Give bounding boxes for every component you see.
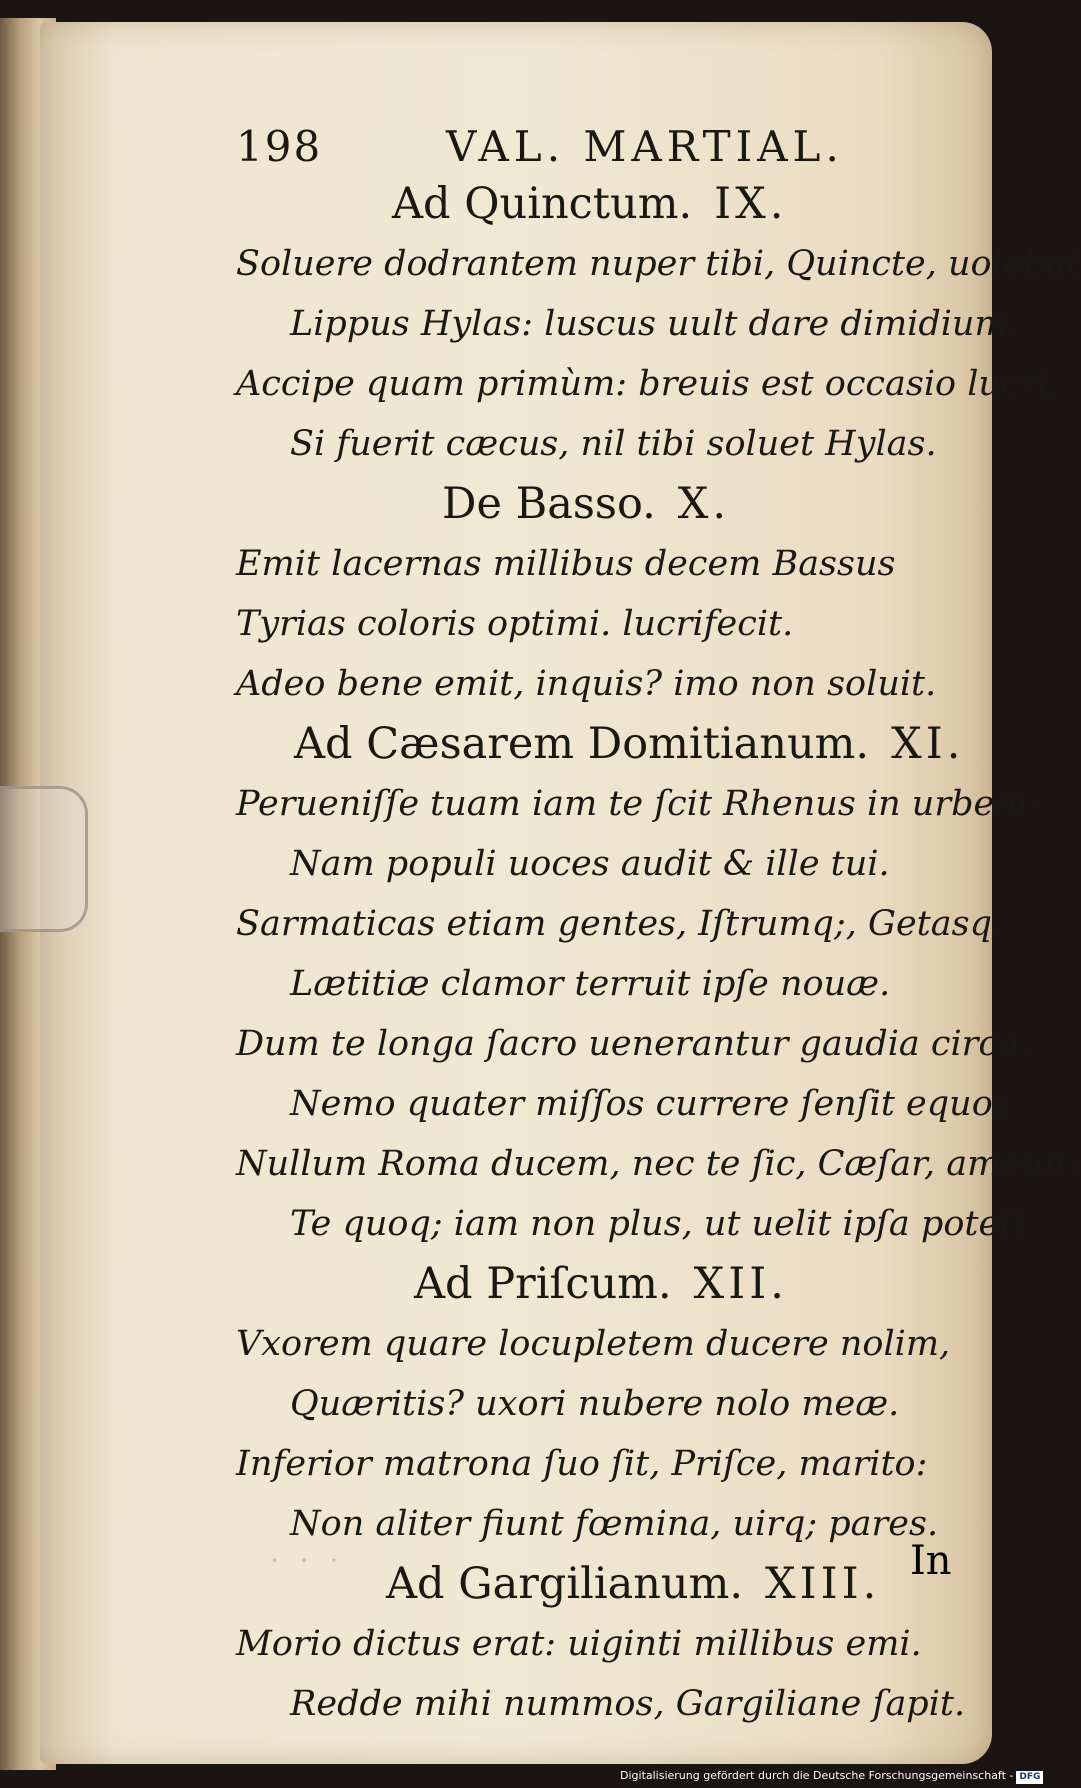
poem-numeral: XII. [693,1259,788,1309]
poem-numeral: IX. [714,179,788,229]
verse-line: Non aliter fiunt fœmina, uirq; pares. [290,1504,939,1544]
poem-title [386,1558,880,1610]
catchword: In [910,1538,952,1584]
verse-line: Nullum Roma ducem, nec te ſic, Cæſar, amauit: [236,1144,1081,1184]
verse-line: Adeo bene emit, inquis? imo non soluit. [236,664,937,704]
verse-line: Quæritis? uxori nubere nolo meæ. [290,1384,900,1424]
verse-line: Perueniſſe tuam iam te ſcit Rhenus in urbem: [236,784,1040,824]
verse-line: Lætitiæ clamor terruit ipſe nouæ. [290,964,891,1004]
dfg-logo: DFG [1016,1771,1043,1784]
poem-title [392,178,787,230]
poem-title [294,718,964,770]
verse-line: Dum te longa ſacro uenerantur gaudia circo, [236,1024,1031,1064]
verse-line: Tyrias coloris optimi. lucrifecit. [236,604,794,644]
verse-line: Inferior matrona ſuo ſit, Priſce, marito: [236,1444,928,1484]
poem-numeral: XIII. [765,1559,881,1609]
verse-line: Sarmaticas etiam gentes, Iſtrumq;, Getasq; [236,904,1004,944]
page-text [40,22,1081,1764]
page-header [236,122,912,172]
digitization-credit [620,1766,1041,1786]
verse-line: Vxorem quare locupletem ducere nolim, [236,1324,951,1364]
verse-line: Accipe quam primùm: breuis est occasio lucri. [236,364,1060,404]
page-clip [0,786,88,932]
verse-line: Nemo quater miſſos currere ſenſit equos. [290,1084,1022,1124]
poem-numeral: XI. [891,719,965,769]
poem-title [414,1258,788,1310]
verse-line: Morio dictus erat: uiginti millibus emi. [236,1624,922,1664]
book-page [40,22,1081,1764]
verse-line: Soluere dodrantem nuper tibi, Quincte, uolebat [236,244,1081,284]
poem-title [442,478,730,530]
credit-text: Digitalisierung gefördert durch die Deutsche Forschungsgemeinschaft - [620,1769,1014,1782]
verse-line: Si fuerit cæcus, nil tibi soluet Hylas. [290,424,937,464]
verse-line: Redde mihi nummos, Gargiliane ſapit. [290,1684,966,1724]
running-head: VAL. MARTIAL. [446,122,844,171]
verse-line: Emit lacernas millibus decem Bassus [236,544,896,584]
poem-numeral: X. [677,479,731,529]
poem-title-text: Ad Gargilianum. [386,1559,744,1609]
poem-title-text: Ad Cæsarem Domitianum. [294,719,870,769]
verse-line: Te quoq; iam non plus, ut uelit ipſa poteſt. [290,1204,1038,1244]
verse-line: Lippus Hylas: luscus uult dare dimidium. [290,304,1019,344]
show-through-text: · · · [270,1544,345,1577]
poem-title-text: Ad Quinctum. [392,179,693,229]
page-number: 198 [236,122,323,171]
poem-title-text: De Basso. [442,479,656,529]
poem-title-text: Ad Priſcum. [414,1259,672,1309]
verse-line: Nam populi uoces audit & ille tui. [290,844,890,884]
